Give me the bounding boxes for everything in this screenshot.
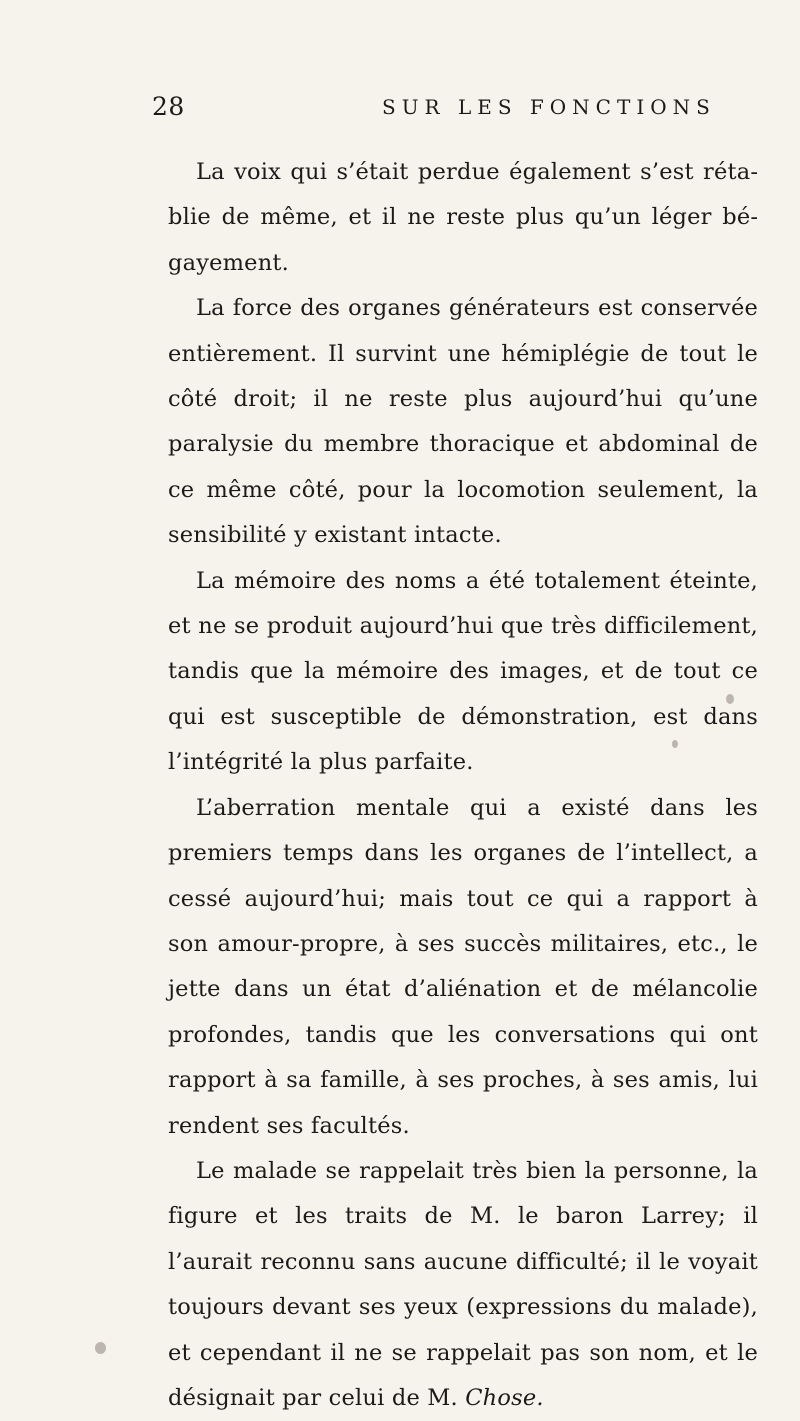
paragraph-voice: La voix qui s’était perdue également s’est rétablie de même, et il ne reste plus qu’un léger bégayement. [168,159,758,276]
ink-speck [672,740,678,748]
paragraph-recognition [168,1149,758,1421]
paragraph-mental-aberration: L’aberration mentale qui a existé dans les premiers temps dans les organes de l’intellect, a cessé aujourd’hui; mais tout ce qui a rapport à son amour-propre, à ses succès militaires, etc., le jette dans un état d’aliénation et de mélancolie profondes, tandis que les conversations qui ont rapport à sa famille, à ses proches, à ses amis, lui rendent ses facultés. [168,794,758,1139]
paragraph-recognition-text: Le malade se rappelait très bien la personne, la figure et les traits de M. le baron Larrey; il l’aurait reconnu sans aucune difficulté; il le voyait toujours devant ses yeux (expressions du malade), et cependant il ne se rappelait pas son nom, et le désignait par celui de M. [168,1157,758,1411]
running-title: SUR LES FONCTIONS [382,95,716,119]
paragraph-generative-organs: La force des organes générateurs est conservée entièrement. Il survint une hémiplégie de tout le côté droit; il ne reste plus aujourd’hui qu’une paralysie du membre thoracique et abdominal de ce même côté, pour la locomotion seulement, la sensibilité y existant intacte. [168,295,758,549]
paragraph-memory: La mémoire des noms a été totalement éteinte, et ne se produit aujourd’hui que très difficilement, tandis que la mémoire des images, et de tout ce qui est susceptible de démonstration, est dans l’intégrité la plus parfaite. [168,567,758,776]
ink-speck [726,694,734,704]
emphasized-word: Chose. [465,1384,544,1411]
body-text [168,150,758,1421]
ink-speck [95,1342,106,1354]
page-header [152,92,786,136]
page-number: 28 [152,92,185,121]
